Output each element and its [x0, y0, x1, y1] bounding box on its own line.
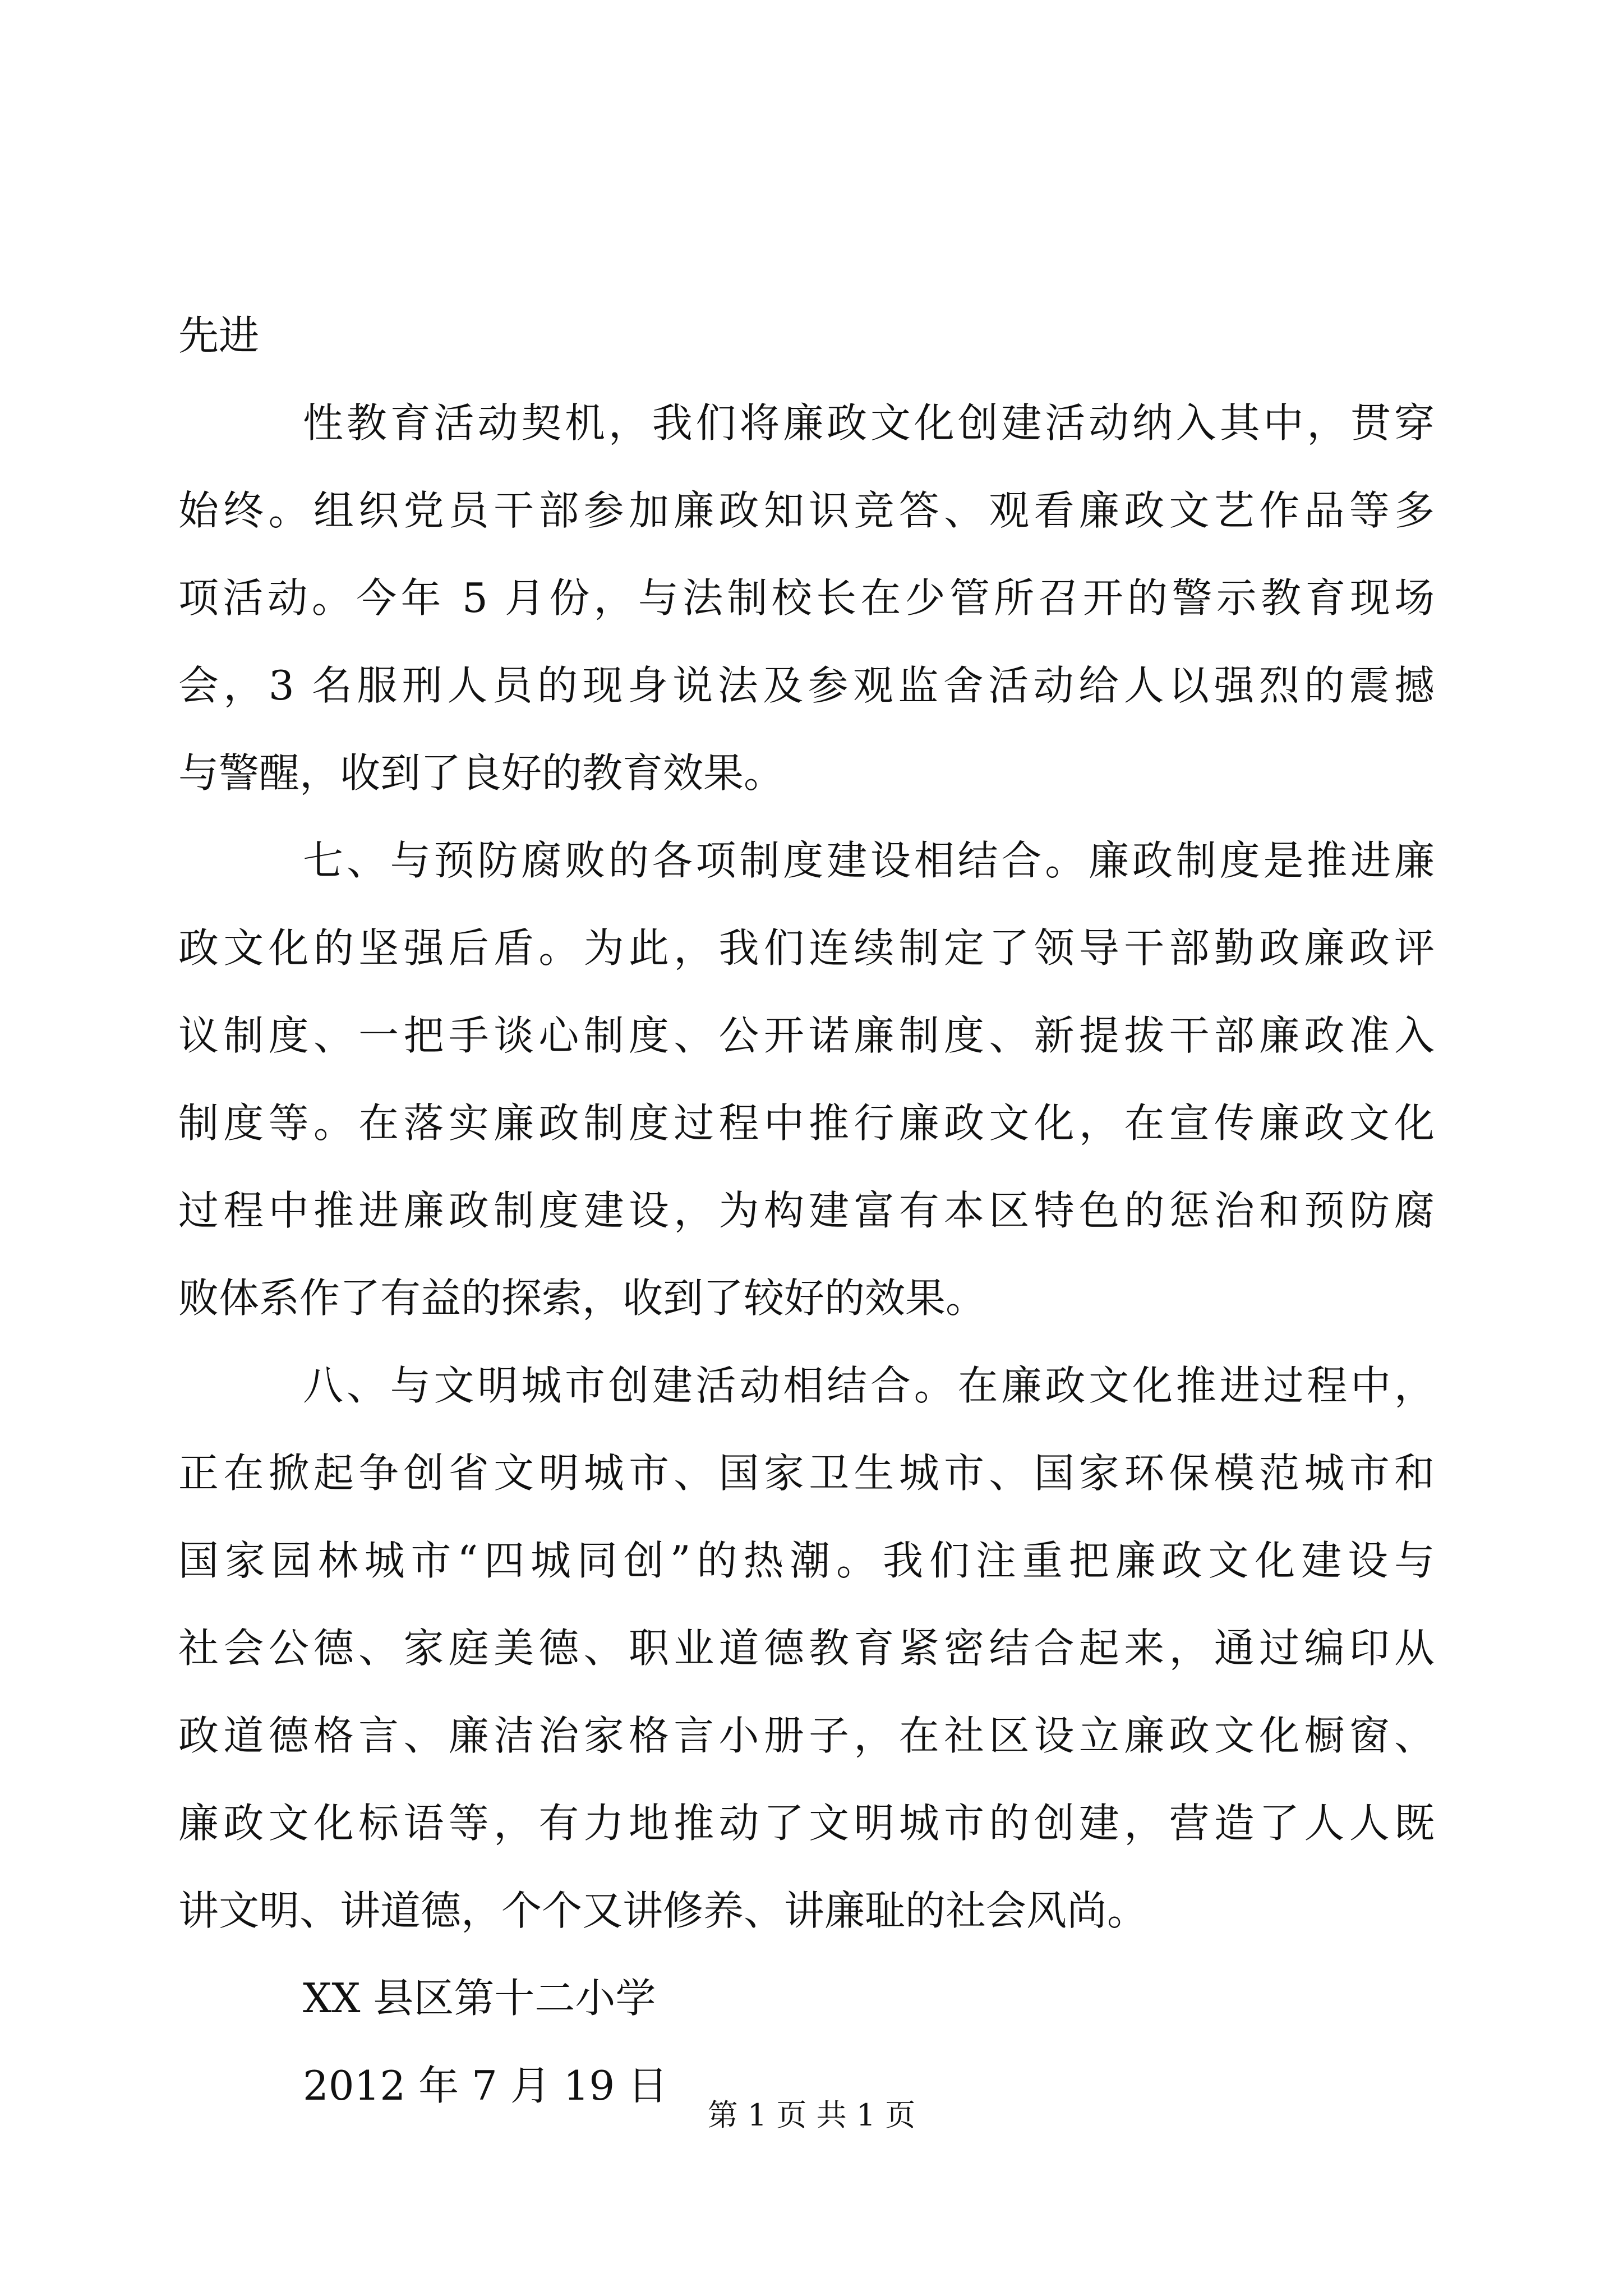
text-line: 政道德格言、廉洁治家格言小册子，在社区设立廉政文化橱窗、	[178, 1712, 1435, 1759]
text-line: 讲文明、讲道德，个个又讲修养、讲廉耻的社会风尚。	[178, 1887, 1148, 1934]
signature-date: 2012 年 7 月 19 日	[303, 2062, 668, 2109]
page-footer: 第 1 页 共 1 页	[707, 2097, 916, 2133]
text-line: 国家园林城市“四城同创”的热潮。我们注重把廉政文化建设与	[178, 1537, 1435, 1584]
text-line: 廉政文化标语等，有力地推动了文明城市的创建，营造了人人既	[178, 1800, 1435, 1847]
text-line: 七、与预防腐败的各项制度建设相结合。廉政制度是推进廉	[303, 837, 1435, 884]
text-line: 八、与文明城市创建活动相结合。在廉政文化推进过程中，	[303, 1362, 1435, 1409]
text-line: 先进	[178, 312, 260, 359]
text-line: 议制度、一把手谈心制度、公开诺廉制度、新提拔干部廉政准入	[178, 1012, 1435, 1059]
document-body	[178, 292, 1435, 2129]
text-line: 会，3 名服刑人员的现身说法及参观监舍活动给人以强烈的震撼	[178, 662, 1435, 709]
text-line: 政文化的坚强后盾。为此，我们连续制定了领导干部勤政廉政评	[178, 924, 1435, 972]
text-line: 性教育活动契机，我们将廉政文化创建活动纳入其中，贯穿	[303, 399, 1435, 447]
text-line: 正在掀起争创省文明城市、国家卫生城市、国家环保模范城市和	[178, 1450, 1435, 1497]
text-line: 项活动。今年 5 月份，与法制校长在少管所召开的警示教育现场	[178, 574, 1435, 622]
text-line: 过程中推进廉政制度建设，为构建富有本区特色的惩治和预防腐	[178, 1187, 1435, 1234]
text-line: 制度等。在落实廉政制度过程中推行廉政文化，在宣传廉政文化	[178, 1099, 1435, 1147]
text-line: 始终。组织党员干部参加廉政知识竞答、观看廉政文艺作品等多	[178, 487, 1435, 534]
text-line: 与警醒，收到了良好的教育效果。	[178, 749, 785, 797]
signature-school: XX 县区第十二小学	[303, 1975, 656, 2022]
text-line: 败体系作了有益的探索，收到了较好的效果。	[178, 1274, 986, 1322]
text-line: 社会公德、家庭美德、职业道德教育紧密结合起来，通过编印从	[178, 1625, 1435, 1672]
